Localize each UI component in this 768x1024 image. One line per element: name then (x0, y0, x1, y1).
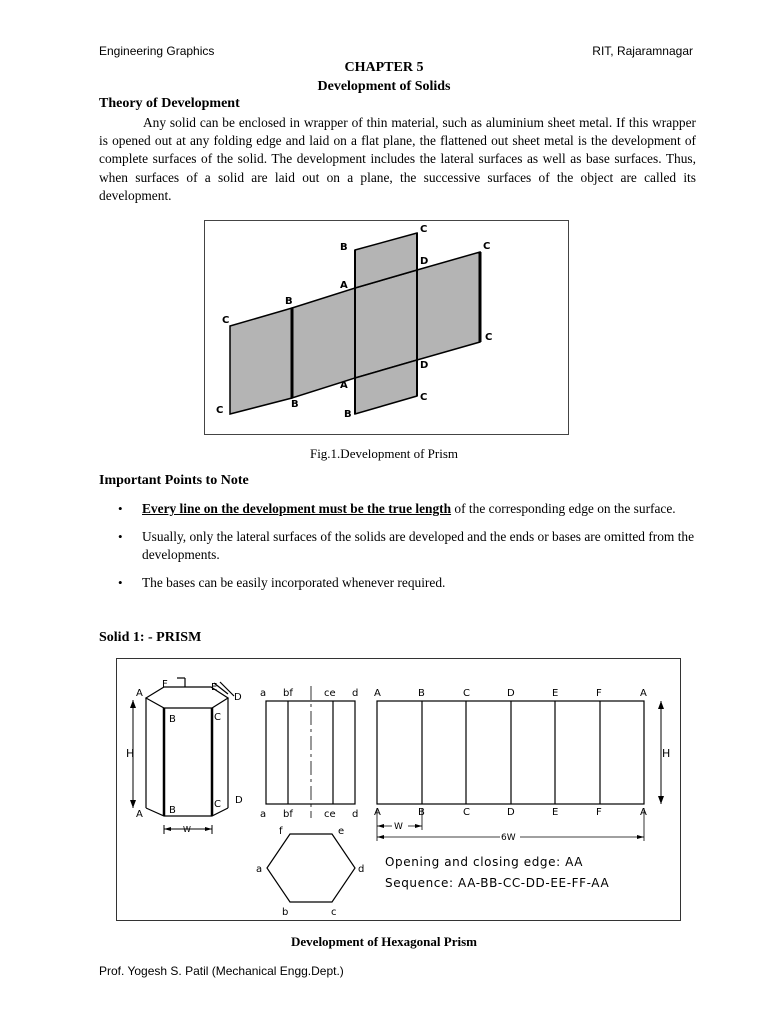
label-w-small: W (183, 825, 191, 834)
face-cb (230, 308, 292, 414)
chapter-title: Development of Solids (317, 79, 451, 94)
bullet-1 (142, 500, 697, 518)
footer: Prof. Yogesh S. Patil (Mechanical Engg.Dept.) (99, 964, 344, 978)
label-d-top: D (420, 256, 429, 267)
face-ad (355, 270, 417, 378)
label-3d-e: E (211, 682, 218, 693)
label-c-bottom: C (420, 392, 428, 403)
bullet-2: Usually, only the lateral surfaces of the solids are developed and the ends or bases are omitted from the developments. (142, 529, 695, 562)
label-b-lowest: B (344, 409, 352, 420)
label-c-top: C (420, 224, 428, 235)
label-fv-bf-top: bf (283, 688, 293, 699)
label-3d-a-top: A (136, 688, 143, 699)
label-3d-b-bottom: B (169, 805, 176, 816)
label-3d-c-bottom: C (214, 799, 221, 810)
label-dev-c-top: C (463, 688, 470, 699)
label-fv-a-top: a (260, 688, 267, 699)
bullet-1-dot: • (118, 501, 123, 516)
figure1-caption: Fig.1.Development of Prism (309, 446, 459, 461)
bullet-3: The bases can be easily incorporated whenever required. (142, 575, 446, 590)
header-right: RIT, Rajaramnagar (592, 44, 693, 58)
label-3d-d-top: D (234, 692, 242, 703)
label-6w: 6W (501, 833, 516, 843)
hexagonal-prism-figure (116, 658, 681, 921)
label-3d-a-bottom: A (136, 809, 143, 820)
label-tv-b: b (282, 907, 289, 918)
label-tv-d: d (358, 864, 365, 875)
prism-development-figure (204, 220, 569, 435)
face-dc (417, 252, 480, 360)
label-a-top: A (340, 280, 348, 291)
label-dev-e-top: E (552, 688, 559, 699)
label-tv-f: f (279, 826, 283, 837)
label-dev-a-bottom: A (374, 807, 381, 818)
label-c-left: C (222, 315, 230, 326)
label-h-left: H (126, 747, 135, 760)
label-c-right: C (485, 332, 493, 343)
solid1-heading: Solid 1: - PRISM (99, 630, 202, 645)
label-b-mid: B (285, 296, 293, 307)
label-dev-c-bottom: C (463, 807, 470, 818)
theory-paragraph: Any solid can be enclosed in wrapper of thin material, such as aluminium sheet metal. If this wrapper is opened out at any folding edge and laid on a flat plane, the flattened out sheet metal is the development of complete surfaces of the solid. The development includes the lateral surfaces as well as base surfaces. Thus, when surfaces of a solid are laid out on a plane, the successive surfaces of the object are called its development. (99, 115, 696, 203)
label-b-bottom: B (291, 399, 299, 410)
label-dev-a2-bottom: A (640, 807, 647, 818)
theory-heading: Theory of Development (99, 96, 240, 111)
sequence-note: Sequence: AA-BB-CC-DD-EE-FF-AA (385, 876, 610, 890)
label-3d-c-top: C (214, 712, 221, 723)
chapter-number: CHAPTER 5 (344, 60, 424, 75)
label-dev-b-top: B (418, 688, 425, 699)
opening-edge-note: Opening and closing edge: AA (385, 855, 584, 869)
label-a-bottom: A (340, 380, 348, 391)
label-c-top-right: C (483, 241, 491, 252)
label-fv-bf-bottom: bf (283, 809, 293, 820)
label-3d-d-bottom: D (235, 795, 243, 806)
bullet-1-rest: of the corresponding edge on the surface. (451, 501, 676, 516)
bullet-3-dot: • (118, 575, 123, 590)
label-3d-f: F (162, 679, 168, 690)
bullet-2-dot: • (118, 529, 123, 544)
label-d-bottom: D (420, 360, 429, 371)
header-left: Engineering Graphics (99, 44, 215, 58)
label-tv-a: a (256, 864, 263, 875)
label-c-bottom-left: C (216, 405, 224, 416)
label-tv-e: e (338, 826, 345, 837)
label-dev-f-top: F (596, 688, 602, 699)
label-dev-d-bottom: D (507, 807, 515, 818)
bullet-1-emphasis: Every line on the development must be the true length (142, 501, 452, 516)
label-3d-b-top: B (169, 714, 176, 725)
label-dev-a-top: A (374, 688, 381, 699)
points-heading: Important Points to Note (99, 473, 249, 488)
label-tv-c: c (331, 907, 337, 918)
label-fv-ce-top: ce (324, 688, 336, 699)
label-dev-e-bottom: E (552, 807, 559, 818)
label-dev-f-bottom: F (596, 807, 602, 818)
solid1-caption: Development of Hexagonal Prism (291, 934, 477, 949)
label-h-right: H (662, 747, 671, 760)
label-fv-ce-bottom: ce (324, 809, 336, 820)
label-dev-d-top: D (507, 688, 515, 699)
label-fv-a-bottom: a (260, 809, 267, 820)
label-fv-d-top: d (352, 688, 359, 699)
label-dev-b-bottom: B (418, 807, 425, 818)
label-dev-a2-top: A (640, 688, 647, 699)
label-fv-d-bottom: d (352, 809, 359, 820)
label-w-dev: W (394, 822, 403, 832)
label-b-top: B (340, 242, 348, 253)
